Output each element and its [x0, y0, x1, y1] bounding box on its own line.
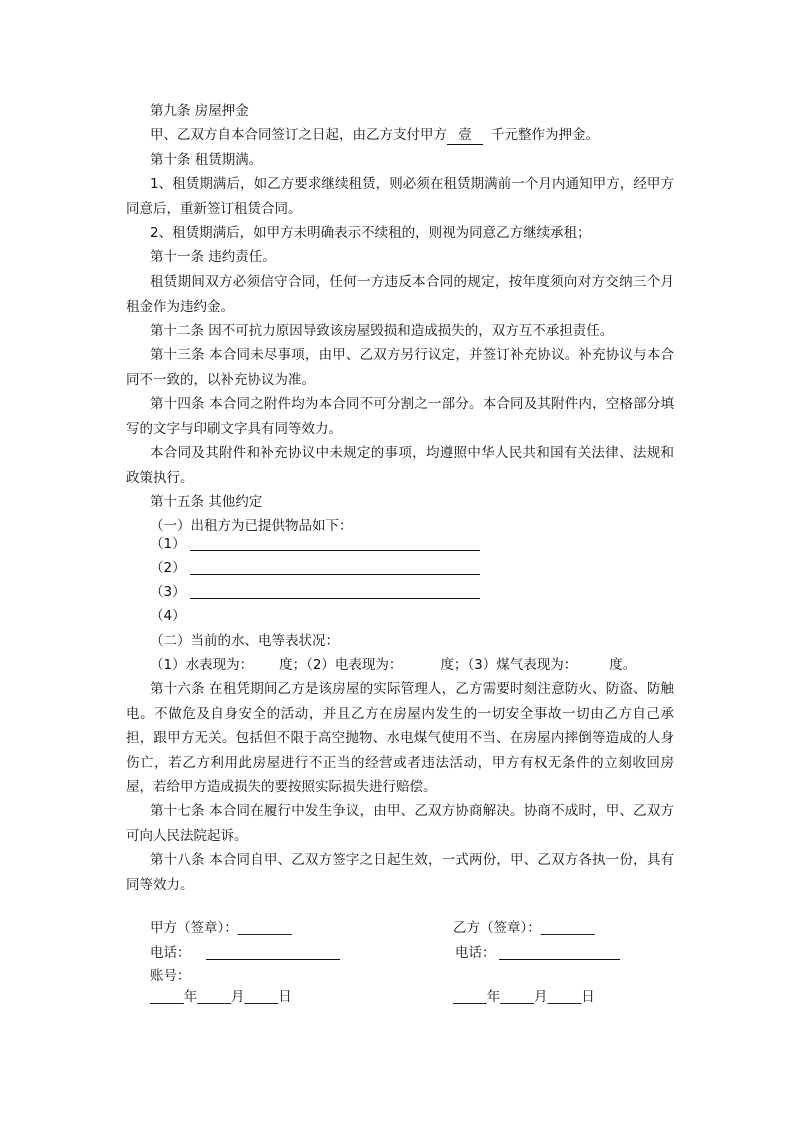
party-a-signature: 甲方（签章）：________ — [150, 920, 292, 936]
article-15-sub-1: （一）出租方为已提供物品如下： — [150, 518, 353, 534]
article-16-text: 第十六条 在租凭期间乙方是该房屋的实际管理人，乙方需要时刻注意防火、防盗、防触电。不做危及自身安全的活动，并且乙方在房屋内发生的一切安全事故一切由乙方自己承担，跟甲方无关。包括但不限于高空抛物、水电煤气使用不当、在房屋内摔倒等造成的人身伤亡，若乙方利用此房屋进行不正当的经营或者违法活动，甲方有权无条件的立刻收回房屋，若给甲方造成损失的要按照实际损失进行赔偿。 — [126, 681, 674, 795]
article-18-text: 第十八条 本合同自甲、乙双方签字之日起生效，一式两份，甲、乙双方各执一份，具有同等效力。 — [126, 852, 674, 893]
article-15-sub-2: （二）当前的水、电等表状况： — [150, 633, 339, 649]
article-9-text-after: 千元整作为押金。 — [491, 127, 599, 143]
article-11-text: 租赁期间双方必须信守合同，任何一方违反本合同的规定，按年度须向对方交纳三个月租金作为违约金。 — [126, 274, 674, 315]
account-label: 账号： — [150, 968, 191, 984]
item-3-blank — [190, 598, 480, 599]
meter-readings — [126, 653, 674, 678]
item-1-label: （1） — [150, 536, 186, 552]
item-4-label: （4） — [150, 608, 186, 624]
electric-meter-label: （2）电表现为： — [306, 657, 403, 673]
party-b-phone-blank — [499, 959, 620, 960]
party-b-date: _____年_____月_____日 — [453, 989, 595, 1005]
item-1-blank — [190, 550, 480, 551]
article-9-text — [126, 123, 674, 148]
article-15-title: 第十五条 其他约定 — [150, 494, 263, 510]
article-10-title: 第十条 租赁期满。 — [150, 152, 263, 168]
water-meter-label: （1）水表现为： — [150, 657, 254, 673]
item-2-blank — [190, 574, 480, 575]
gas-meter-label: （3）煤气表现为： — [467, 657, 578, 673]
party-a-date: _____年_____月_____日 — [150, 989, 292, 1005]
item-3-label: （3） — [150, 584, 186, 600]
article-12-text: 第十二条 因不可抗力原因导致该房屋毁损和造成损失的，双方互不承担责任。 — [150, 323, 614, 339]
article-9-title: 第九条 房屋押金 — [150, 103, 249, 119]
article-10-clause-2: 2、租赁期满后，如甲方未明确表示不续租的，则视为同意乙方继续承租； — [150, 225, 591, 241]
water-meter-unit: 度； — [279, 657, 307, 673]
article-9-text-before: 甲、乙双方自本合同签订之日起，由乙方支付甲方 — [150, 127, 447, 143]
electric-meter-unit: 度； — [440, 657, 468, 673]
article-13-text: 第十三条 本合同未尽事项，由甲、乙双方另行议定，并签订补充协议。补充协议与本合同不一致的，以补充协议为准。 — [126, 347, 674, 388]
supplement-text: 本合同及其附件和补充协议中未规定的事项，均遵照中华人民共和国有关法律、法规和政策执行。 — [126, 445, 674, 486]
item-2-label: （2） — [150, 560, 186, 576]
article-11-title: 第十一条 违约责任。 — [150, 249, 276, 265]
party-b-signature: 乙方（签章）：________ — [453, 920, 595, 936]
party-a-phone-label: 电话： — [150, 945, 191, 961]
article-14-text: 第十四条 本合同之附件均为本合同不可分割之一部分。本合同及其附件内，空格部分填写的文字与印刷文字具有同等效力。 — [126, 396, 674, 437]
party-b-phone-label: 电话： — [455, 945, 496, 961]
article-17-text: 第十七条 本合同在履行中发生争议，由甲、乙双方协商解决。协商不成时，甲、乙双方可向人民法院起诉。 — [126, 803, 674, 844]
article-10-clause-1: 1、租赁期满后，如乙方要求继续租赁，则必须在租赁期满前一个月内通知甲方，经甲方同意后，重新签订租赁合同。 — [126, 176, 674, 217]
gas-meter-unit: 度。 — [609, 657, 637, 673]
party-a-phone-blank — [206, 959, 340, 960]
deposit-amount: 壹 — [447, 126, 483, 145]
